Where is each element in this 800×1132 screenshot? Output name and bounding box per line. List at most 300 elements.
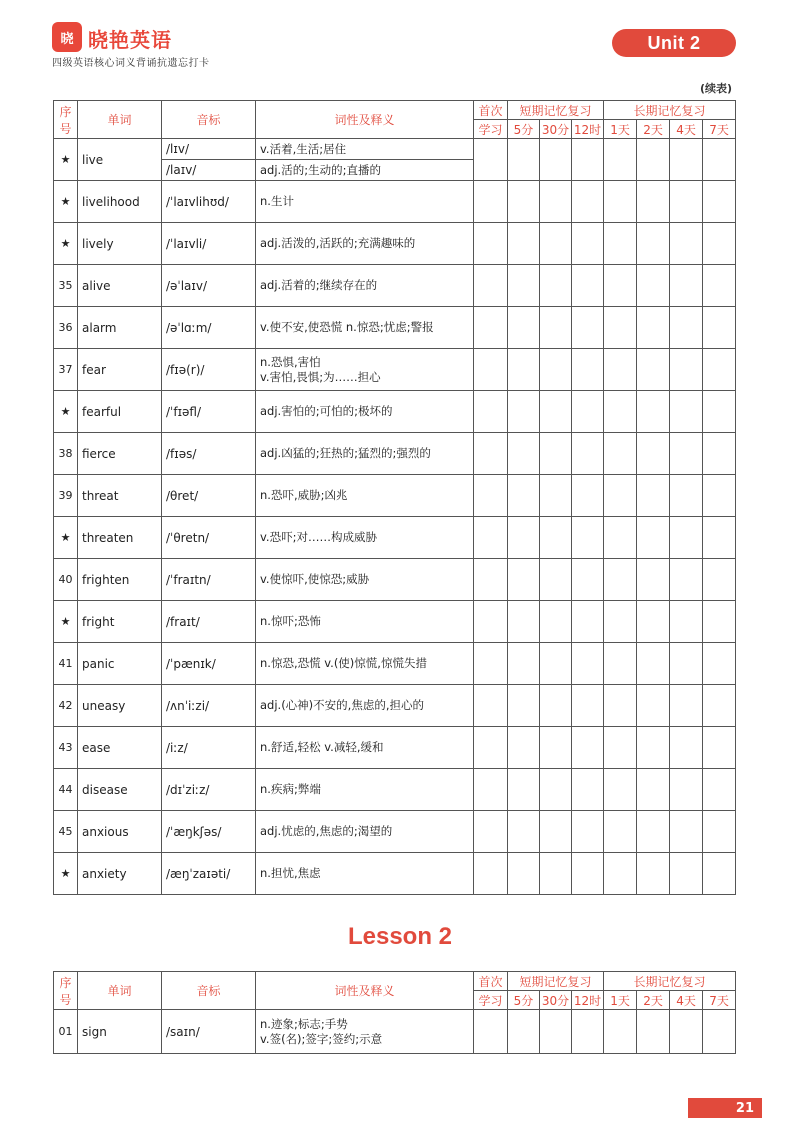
col-long-review-header: 长期记忆复习: [604, 101, 736, 120]
row-phonetic: /saɪn/: [162, 1010, 256, 1054]
review-checkbox[interactable]: [508, 223, 540, 265]
review-checkbox[interactable]: [670, 769, 703, 811]
review-checkbox[interactable]: [540, 685, 572, 727]
review-checkbox[interactable]: [572, 433, 604, 475]
col-long-slot: 7天: [703, 120, 736, 139]
review-checkbox[interactable]: [703, 391, 736, 433]
review-checkbox[interactable]: [508, 307, 540, 349]
review-checkbox[interactable]: [474, 307, 508, 349]
row-word: lively: [78, 223, 162, 265]
review-checkbox[interactable]: [572, 139, 604, 181]
review-checkbox[interactable]: [637, 685, 670, 727]
review-checkbox[interactable]: [670, 265, 703, 307]
review-checkbox[interactable]: [540, 265, 572, 307]
row-phonetic: /əˈlɑːm/: [162, 307, 256, 349]
review-checkbox[interactable]: [604, 811, 637, 853]
col-short-slot: 30分: [540, 991, 572, 1010]
table-row: [54, 307, 736, 349]
definition-line: v.活着,生活;居住: [260, 142, 347, 156]
review-checkbox[interactable]: [474, 223, 508, 265]
review-checkbox[interactable]: [604, 601, 637, 643]
unit-badge: Unit 2: [612, 29, 736, 57]
review-checkbox[interactable]: [670, 559, 703, 601]
review-checkbox[interactable]: [670, 391, 703, 433]
review-checkbox[interactable]: [703, 559, 736, 601]
review-checkbox[interactable]: [604, 265, 637, 307]
definition-line: n.疾病;弊端: [260, 782, 321, 796]
col-short-slot: 30分: [540, 120, 572, 139]
review-checkbox[interactable]: [703, 811, 736, 853]
review-checkbox[interactable]: [474, 727, 508, 769]
definition-line: v.恐吓;对……构成威胁: [260, 530, 377, 544]
review-checkbox[interactable]: [508, 139, 540, 181]
review-checkbox[interactable]: [474, 475, 508, 517]
review-checkbox[interactable]: [508, 1010, 540, 1054]
review-checkbox[interactable]: [670, 727, 703, 769]
row-phonetic: /dɪˈziːz/: [162, 769, 256, 811]
col-definition-header: 词性及释义: [256, 972, 474, 1010]
row-phonetic: /ˈlaɪvli/: [162, 223, 256, 265]
row-number: 44: [54, 769, 78, 811]
review-checkbox[interactable]: [508, 853, 540, 895]
row-phonetic: /fɪəs/: [162, 433, 256, 475]
col-long-slot: 4天: [670, 120, 703, 139]
review-checkbox[interactable]: [670, 1010, 703, 1054]
col-short-review-header: 短期记忆复习: [508, 101, 604, 120]
review-checkbox[interactable]: [703, 475, 736, 517]
col-long-slot: 2天: [637, 120, 670, 139]
table-row: [54, 811, 736, 853]
review-checkbox[interactable]: [540, 601, 572, 643]
review-checkbox[interactable]: [637, 853, 670, 895]
col-short-slot: 5分: [508, 991, 540, 1010]
review-checkbox[interactable]: [604, 1010, 637, 1054]
continued-note: (续表): [699, 82, 732, 95]
review-checkbox[interactable]: [508, 349, 540, 391]
review-checkbox[interactable]: [604, 643, 637, 685]
review-checkbox[interactable]: [474, 349, 508, 391]
review-checkbox[interactable]: [540, 769, 572, 811]
row-word: frighten: [78, 559, 162, 601]
phonetic-line: /lɪv/: [166, 142, 189, 156]
review-checkbox[interactable]: [508, 517, 540, 559]
row-number: ★: [54, 601, 78, 643]
row-number: ★: [54, 517, 78, 559]
review-checkbox[interactable]: [637, 559, 670, 601]
table-row: [54, 265, 736, 307]
review-checkbox[interactable]: [572, 643, 604, 685]
review-checkbox[interactable]: [540, 517, 572, 559]
review-checkbox[interactable]: [670, 517, 703, 559]
review-checkbox[interactable]: [703, 349, 736, 391]
review-checkbox[interactable]: [670, 685, 703, 727]
lesson-title: Lesson 2: [347, 923, 453, 950]
review-checkbox[interactable]: [474, 139, 508, 181]
review-checkbox[interactable]: [508, 433, 540, 475]
definition-line: v.使不安,使恐慌 n.惊恐;忧虑;警报: [260, 320, 434, 334]
col-short-slot: 12时: [572, 120, 604, 139]
review-checkbox[interactable]: [572, 475, 604, 517]
definition-line: adj.害怕的;可怕的;极坏的: [260, 404, 393, 418]
row-word: alarm: [78, 307, 162, 349]
review-checkbox[interactable]: [508, 769, 540, 811]
review-checkbox[interactable]: [637, 139, 670, 181]
col-long-slot: 1天: [604, 120, 637, 139]
brand-subtitle: 四级英语核心词义背诵抗遗忘打卡: [52, 58, 210, 69]
row-definition: [256, 811, 474, 853]
review-checkbox[interactable]: [604, 727, 637, 769]
page-number: 21: [688, 1098, 762, 1118]
review-checkbox[interactable]: [637, 433, 670, 475]
review-checkbox[interactable]: [540, 643, 572, 685]
table-row: [54, 1010, 736, 1054]
review-checkbox[interactable]: [540, 181, 572, 223]
table-row: [54, 685, 736, 727]
definition-line: n.恐惧,害怕: [260, 354, 321, 369]
review-checkbox[interactable]: [540, 559, 572, 601]
review-checkbox[interactable]: [540, 349, 572, 391]
row-phonetic: /ˈpænɪk/: [162, 643, 256, 685]
row-number: 40: [54, 559, 78, 601]
review-checkbox[interactable]: [703, 727, 736, 769]
definition-line: n.舒适,轻松 v.减轻,缓和: [260, 740, 384, 754]
review-checkbox[interactable]: [572, 685, 604, 727]
review-checkbox[interactable]: [508, 265, 540, 307]
table-row: [54, 643, 736, 685]
brand-logo-icon: 晓: [52, 22, 82, 52]
review-checkbox[interactable]: [572, 1010, 604, 1054]
row-word: fright: [78, 601, 162, 643]
review-checkbox[interactable]: [703, 517, 736, 559]
table-row: [54, 769, 736, 811]
row-number: 35: [54, 265, 78, 307]
review-checkbox[interactable]: [637, 517, 670, 559]
review-checkbox[interactable]: [474, 181, 508, 223]
col-no-header: 序号: [54, 101, 78, 139]
row-word: livelihood: [78, 181, 162, 223]
table-row: [54, 391, 736, 433]
col-word-header: 单词: [78, 972, 162, 1010]
col-long-slot: 2天: [637, 991, 670, 1010]
review-checkbox[interactable]: [572, 223, 604, 265]
review-checkbox[interactable]: [474, 853, 508, 895]
col-word-header: 单词: [78, 101, 162, 139]
review-checkbox[interactable]: [670, 853, 703, 895]
review-checkbox[interactable]: [508, 685, 540, 727]
row-number: ★: [54, 223, 78, 265]
review-checkbox[interactable]: [670, 643, 703, 685]
row-phonetic: /ˈfraɪtn/: [162, 559, 256, 601]
review-checkbox[interactable]: [670, 223, 703, 265]
review-checkbox[interactable]: [540, 391, 572, 433]
row-definition: [256, 853, 474, 895]
review-checkbox[interactable]: [540, 811, 572, 853]
review-checkbox[interactable]: [703, 307, 736, 349]
review-checkbox[interactable]: [703, 139, 736, 181]
review-checkbox[interactable]: [637, 643, 670, 685]
review-checkbox[interactable]: [703, 433, 736, 475]
review-checkbox[interactable]: [474, 1010, 508, 1054]
review-checkbox[interactable]: [540, 475, 572, 517]
review-checkbox[interactable]: [703, 1010, 736, 1054]
table-row: [54, 181, 736, 223]
review-checkbox[interactable]: [703, 601, 736, 643]
review-checkbox[interactable]: [637, 391, 670, 433]
review-checkbox[interactable]: [604, 517, 637, 559]
row-definition: [256, 601, 474, 643]
review-checkbox[interactable]: [572, 853, 604, 895]
row-word: fear: [78, 349, 162, 391]
col-long-slot: 7天: [703, 991, 736, 1010]
review-checkbox[interactable]: [604, 433, 637, 475]
review-checkbox[interactable]: [703, 181, 736, 223]
review-checkbox[interactable]: [637, 811, 670, 853]
review-checkbox[interactable]: [474, 769, 508, 811]
review-checkbox[interactable]: [637, 223, 670, 265]
review-checkbox[interactable]: [703, 685, 736, 727]
review-checkbox[interactable]: [703, 769, 736, 811]
review-checkbox[interactable]: [474, 559, 508, 601]
review-checkbox[interactable]: [637, 349, 670, 391]
review-checkbox[interactable]: [508, 559, 540, 601]
row-definition: [256, 769, 474, 811]
review-checkbox[interactable]: [474, 811, 508, 853]
review-checkbox[interactable]: [508, 475, 540, 517]
col-short-slot: 5分: [508, 120, 540, 139]
review-checkbox[interactable]: [604, 349, 637, 391]
review-checkbox[interactable]: [508, 811, 540, 853]
definition-line: adj.凶猛的;狂热的;猛烈的;强烈的: [260, 446, 431, 460]
col-short-review-header: 短期记忆复习: [508, 972, 604, 991]
review-checkbox[interactable]: [474, 601, 508, 643]
review-checkbox[interactable]: [572, 181, 604, 223]
review-checkbox[interactable]: [637, 727, 670, 769]
review-checkbox[interactable]: [637, 1010, 670, 1054]
row-word: live: [78, 139, 162, 181]
row-phonetic: /æŋˈzaɪəti/: [162, 853, 256, 895]
review-checkbox[interactable]: [540, 1010, 572, 1054]
review-checkbox[interactable]: [572, 307, 604, 349]
review-checkbox[interactable]: [604, 853, 637, 895]
row-phonetic: /iːz/: [162, 727, 256, 769]
review-checkbox[interactable]: [637, 181, 670, 223]
col-long-slot: 1天: [604, 991, 637, 1010]
brand-name: 晓艳英语: [88, 28, 172, 52]
definition-line: adj.活着的;继续存在的: [260, 278, 378, 292]
row-word: fearful: [78, 391, 162, 433]
review-checkbox[interactable]: [670, 475, 703, 517]
review-checkbox[interactable]: [637, 307, 670, 349]
review-checkbox[interactable]: [572, 517, 604, 559]
row-definition: [256, 307, 474, 349]
row-definition: [256, 223, 474, 265]
col-no-header: 序号: [54, 972, 78, 1010]
row-phonetic: /θret/: [162, 475, 256, 517]
row-word: anxious: [78, 811, 162, 853]
review-checkbox[interactable]: [572, 265, 604, 307]
definition-line: adj.活泼的,活跃的;充满趣味的: [260, 236, 416, 250]
review-checkbox[interactable]: [703, 643, 736, 685]
row-number: 42: [54, 685, 78, 727]
review-checkbox[interactable]: [604, 307, 637, 349]
col-first-study-sub: 学习: [474, 991, 508, 1010]
review-checkbox[interactable]: [604, 181, 637, 223]
col-long-slot: 4天: [670, 991, 703, 1010]
definition-line: n.惊吓;恐怖: [260, 614, 321, 628]
definition-line: v.使惊吓,使惊恐;威胁: [260, 572, 370, 586]
vocab-table: [53, 100, 736, 895]
row-number: 36: [54, 307, 78, 349]
review-checkbox[interactable]: [540, 727, 572, 769]
row-definition: [256, 517, 474, 559]
row-definition: [256, 727, 474, 769]
col-first-study-header: 首次: [474, 101, 508, 120]
review-checkbox[interactable]: [474, 265, 508, 307]
review-checkbox[interactable]: [703, 853, 736, 895]
row-word: sign: [78, 1010, 162, 1054]
row-number: ★: [54, 181, 78, 223]
review-checkbox[interactable]: [474, 643, 508, 685]
review-checkbox[interactable]: [637, 601, 670, 643]
row-definition: [256, 685, 474, 727]
review-checkbox[interactable]: [637, 265, 670, 307]
col-definition-header: 词性及释义: [256, 101, 474, 139]
review-checkbox[interactable]: [604, 475, 637, 517]
review-checkbox[interactable]: [508, 643, 540, 685]
row-phonetic: /ˈlaɪvlihʊd/: [162, 181, 256, 223]
col-long-review-header: 长期记忆复习: [604, 972, 736, 991]
definition-line: n.迹象;标志;手势: [260, 1016, 348, 1031]
row-phonetic: /ˈθretn/: [162, 517, 256, 559]
row-definition: [256, 559, 474, 601]
row-number: 41: [54, 643, 78, 685]
review-checkbox[interactable]: [670, 811, 703, 853]
review-checkbox[interactable]: [508, 391, 540, 433]
review-checkbox[interactable]: [540, 433, 572, 475]
row-word: alive: [78, 265, 162, 307]
col-phonetic-header: 音标: [162, 101, 256, 139]
row-phonetic: /fraɪt/: [162, 601, 256, 643]
table-row: [54, 433, 736, 475]
review-checkbox[interactable]: [572, 727, 604, 769]
row-definition: [256, 433, 474, 475]
row-word: panic: [78, 643, 162, 685]
review-checkbox[interactable]: [474, 391, 508, 433]
definition-line: n.担忧,焦虑: [260, 866, 321, 880]
table-row: [54, 517, 736, 559]
col-first-study-sub: 学习: [474, 120, 508, 139]
review-checkbox[interactable]: [572, 811, 604, 853]
row-word: disease: [78, 769, 162, 811]
review-checkbox[interactable]: [508, 181, 540, 223]
row-definition: [256, 349, 474, 391]
row-number: 45: [54, 811, 78, 853]
row-number: 39: [54, 475, 78, 517]
row-definition: [256, 1010, 474, 1054]
review-checkbox[interactable]: [572, 391, 604, 433]
row-word: threat: [78, 475, 162, 517]
review-checkbox[interactable]: [508, 727, 540, 769]
review-checkbox[interactable]: [572, 559, 604, 601]
definition-line: n.惊恐,恐慌 v.(使)惊慌,惊慌失措: [260, 656, 427, 670]
row-word: uneasy: [78, 685, 162, 727]
table-row: [54, 349, 736, 391]
review-checkbox[interactable]: [604, 391, 637, 433]
review-checkbox[interactable]: [670, 601, 703, 643]
row-word: fierce: [78, 433, 162, 475]
row-phonetic: /fɪə(r)/: [162, 349, 256, 391]
review-checkbox[interactable]: [670, 349, 703, 391]
row-number: 01: [54, 1010, 78, 1054]
review-checkbox[interactable]: [670, 181, 703, 223]
review-checkbox[interactable]: [604, 769, 637, 811]
review-checkbox[interactable]: [670, 433, 703, 475]
table-row: [54, 223, 736, 265]
review-checkbox[interactable]: [637, 475, 670, 517]
row-number: 43: [54, 727, 78, 769]
row-phonetic: /ˈfɪəfl/: [162, 391, 256, 433]
review-checkbox[interactable]: [540, 307, 572, 349]
review-checkbox[interactable]: [703, 265, 736, 307]
review-checkbox[interactable]: [572, 349, 604, 391]
review-checkbox[interactable]: [604, 223, 637, 265]
review-checkbox[interactable]: [604, 559, 637, 601]
review-checkbox[interactable]: [540, 139, 572, 181]
row-word: ease: [78, 727, 162, 769]
review-checkbox[interactable]: [474, 433, 508, 475]
row-definition: [256, 139, 474, 181]
row-phonetic: /ʌnˈiːzi/: [162, 685, 256, 727]
review-checkbox[interactable]: [540, 853, 572, 895]
phonetic-line: /laɪv/: [162, 159, 255, 180]
row-word: threaten: [78, 517, 162, 559]
review-checkbox[interactable]: [508, 601, 540, 643]
review-checkbox[interactable]: [670, 307, 703, 349]
review-checkbox[interactable]: [703, 223, 736, 265]
lesson-vocab-table: [53, 971, 736, 1054]
row-definition: [256, 391, 474, 433]
row-phonetic: /əˈlaɪv/: [162, 265, 256, 307]
review-checkbox[interactable]: [604, 685, 637, 727]
row-phonetic: /ˈæŋkʃəs/: [162, 811, 256, 853]
definition-line: n.恐吓,威胁;凶兆: [260, 488, 348, 502]
col-phonetic-header: 音标: [162, 972, 256, 1010]
review-checkbox[interactable]: [637, 769, 670, 811]
definition-line: v.害怕,畏惧;为……担心: [260, 369, 381, 384]
review-checkbox[interactable]: [670, 139, 703, 181]
review-checkbox[interactable]: [540, 223, 572, 265]
definition-line: adj.忧虑的,焦虑的;渴望的: [260, 824, 393, 838]
review-checkbox[interactable]: [474, 517, 508, 559]
definition-line: adj.活的;生动的;直播的: [256, 159, 473, 180]
review-checkbox[interactable]: [572, 601, 604, 643]
table-row: [54, 139, 736, 181]
row-phonetic: [162, 139, 256, 181]
definition-line: adj.(心神)不安的,焦虑的,担心的: [260, 698, 424, 712]
definition-line: v.签(名);签字;签约;示意: [260, 1031, 383, 1046]
row-definition: [256, 643, 474, 685]
review-checkbox[interactable]: [572, 769, 604, 811]
table-row: [54, 475, 736, 517]
review-checkbox[interactable]: [604, 139, 637, 181]
table-row: [54, 601, 736, 643]
row-definition: [256, 181, 474, 223]
review-checkbox[interactable]: [474, 685, 508, 727]
row-number: 37: [54, 349, 78, 391]
col-first-study-header: 首次: [474, 972, 508, 991]
table-row: [54, 727, 736, 769]
row-number: ★: [54, 391, 78, 433]
